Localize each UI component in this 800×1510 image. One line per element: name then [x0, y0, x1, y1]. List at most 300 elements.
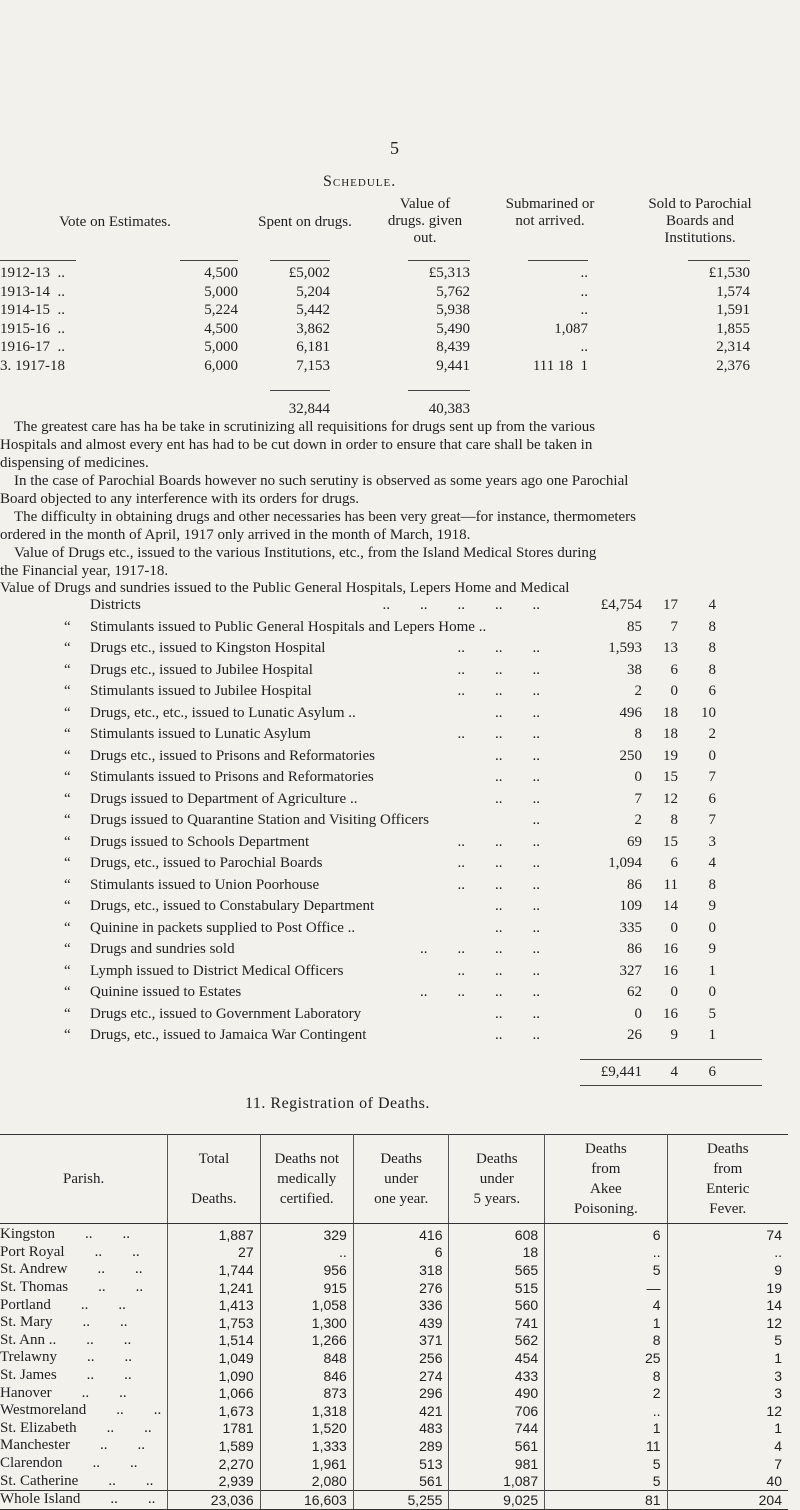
schedule-cell-sold: £1,530	[708, 265, 750, 281]
values-item-l: 8	[634, 726, 642, 742]
table-row	[0, 1314, 788, 1332]
values-item-mark: “	[64, 941, 71, 957]
header-value: Value of drugs. given out.	[387, 196, 463, 246]
parish-name: St. James .. ..	[0, 1367, 168, 1385]
deaths-cell: 873	[260, 1384, 353, 1402]
schedule-cell-year: 1914-15 ..	[0, 302, 65, 319]
deaths-cell: 276	[353, 1279, 449, 1297]
deaths-cell: 8	[545, 1367, 667, 1385]
parish-name: St. Catherine .. ..	[0, 1472, 168, 1490]
values-item-s: 6	[670, 855, 678, 871]
values-intro-text: Value of Drugs and sundries issued to the Public General Hospitals, Lepers Home and Medical	[0, 580, 570, 596]
values-item-d: 8	[708, 661, 716, 678]
parish-name: St. Thomas .. ..	[0, 1279, 168, 1297]
table-row	[0, 1455, 788, 1473]
deaths-cell: 5	[545, 1455, 667, 1473]
values-item-s: 16	[663, 1005, 678, 1022]
table-row	[0, 1437, 788, 1455]
values-item-text: Stimulants issued to Prisons and Reformatories	[90, 769, 374, 785]
schedule-cell-sold: 1,855	[716, 320, 750, 337]
deaths-cell: 5	[545, 1261, 667, 1279]
deaths-cell: 1,744	[168, 1261, 260, 1279]
table-row	[0, 1224, 788, 1244]
values-item-d: 7	[708, 769, 716, 785]
deaths-cell: 1,066	[168, 1384, 260, 1402]
underline	[270, 260, 330, 261]
table-row	[0, 1384, 788, 1402]
values-item-l: 38	[627, 661, 642, 678]
deaths-cell: 274	[353, 1367, 449, 1385]
schedule-cell-sub: 1,087	[554, 320, 588, 337]
values-item-d: 9	[708, 941, 716, 957]
paragraph-line: The difficulty in obtaining drugs and other necessaries has been very great—for instance, thermometers	[14, 509, 637, 525]
values-item-mark: “	[64, 919, 71, 936]
schedule-cell-value: 5,762	[436, 283, 470, 300]
schedule-cell-year: 1913-14 ..	[0, 283, 65, 300]
deaths-cell: 1,753	[168, 1314, 260, 1332]
table-row	[0, 1472, 788, 1490]
values-item-d: 5	[708, 1005, 716, 1022]
underline	[408, 390, 470, 391]
values-item-d: 2	[708, 726, 716, 742]
deaths-cell: 1	[774, 1420, 782, 1437]
table-row	[0, 1402, 788, 1420]
values-item-l: 0	[634, 1005, 642, 1022]
schedule-cell-spent: 7,153	[296, 358, 330, 374]
values-item-dots: .. ..	[495, 769, 540, 785]
deaths-cell: 1,318	[260, 1402, 353, 1420]
schedule-cell-sold: 2,376	[716, 358, 750, 374]
deaths-header: Deaths under 5 years.	[449, 1135, 545, 1224]
values-item	[0, 748, 800, 766]
parish-name: Hanover .. ..	[0, 1384, 168, 1402]
deaths-cell: 27	[168, 1244, 260, 1262]
values-item	[0, 812, 800, 830]
values-item-l: 85	[627, 618, 642, 635]
deaths-cell: 915	[260, 1279, 353, 1297]
values-item-text: Drugs etc., issued to Kingston Hospital	[90, 640, 326, 656]
deaths-cell: 11	[545, 1437, 667, 1455]
deaths-cell: 956	[260, 1261, 353, 1279]
values-item-mark: “	[64, 812, 71, 828]
paragraph-line: dispensing of medicines.	[0, 455, 149, 471]
values-item	[0, 791, 800, 809]
table-row	[0, 1367, 788, 1385]
deaths-cell: 16,603	[260, 1490, 353, 1509]
deaths-cell: 74	[766, 1226, 782, 1243]
schedule-cell-sub: ..	[580, 339, 588, 356]
table-row	[0, 1332, 788, 1350]
underline	[528, 260, 588, 261]
deaths-cell: 14	[766, 1297, 782, 1314]
schedule-title: Schedule.	[323, 173, 397, 190]
schedule-cell-value: 9,441	[436, 358, 470, 374]
parish-name: Manchester .. ..	[0, 1437, 168, 1455]
values-item	[0, 941, 800, 959]
values-item-d: 3	[708, 833, 716, 850]
schedule-cell-year: 1916-17 ..	[0, 339, 65, 356]
deaths-cell: 1,887	[168, 1224, 260, 1244]
deaths-cell: 1	[774, 1349, 782, 1366]
schedule-cell-spent: £5,002	[288, 265, 330, 281]
values-total-row	[0, 1064, 800, 1082]
deaths-cell: 81	[545, 1490, 667, 1509]
schedule-cell-value: 8,439	[436, 339, 470, 356]
deaths-cell: 433	[449, 1367, 545, 1385]
schedule-cell-vote: 4,500	[204, 265, 238, 281]
values-item-dots: .. .. ..	[457, 661, 540, 678]
deaths-cell: 565	[449, 1261, 545, 1279]
header-sold: Sold to Parochial Boards and Institutions.	[648, 196, 752, 246]
parish-name: Trelawny .. ..	[0, 1349, 168, 1367]
schedule-cell-value: 5,490	[436, 320, 470, 337]
values-item-dots: .. ..	[495, 704, 540, 721]
schedule-cell-sold: 1,574	[716, 283, 750, 300]
values-item-d: 4	[708, 855, 716, 871]
schedule-cell-sold: 2,314	[716, 339, 750, 356]
values-item-l: 1,593	[608, 640, 642, 656]
values-item-s: 19	[663, 747, 678, 764]
values-item-d: 6	[708, 790, 716, 807]
values-item-dots: .. ..	[495, 919, 540, 936]
table-row	[0, 1349, 788, 1367]
deaths-header: Deaths under one year.	[353, 1135, 449, 1224]
values-item-mark: “	[64, 898, 71, 914]
underline	[270, 390, 330, 391]
table-row	[0, 1296, 788, 1314]
deaths-header: Parish.	[0, 1135, 168, 1224]
values-item-dots: .. ..	[495, 1027, 540, 1043]
deaths-cell: 1,520	[260, 1420, 353, 1438]
deaths-cell: 1,058	[260, 1296, 353, 1314]
values-item-d: 8	[708, 618, 716, 635]
values-item-dots: .. .. ..	[457, 726, 540, 742]
body-paragraphs	[0, 418, 800, 580]
values-item-s: 18	[663, 704, 678, 721]
deaths-cell: 296	[353, 1384, 449, 1402]
values-item-mark: “	[64, 661, 71, 678]
deaths-cell: 981	[449, 1455, 545, 1473]
header-vote: Vote on Estimates.	[59, 214, 171, 230]
deaths-cell: 1,961	[260, 1455, 353, 1473]
deaths-header-row	[0, 1135, 788, 1224]
values-item-d: 1	[708, 962, 716, 979]
deaths-cell: 1,413	[168, 1296, 260, 1314]
paragraph-line: Board objected to any interference with its orders for drugs.	[0, 491, 360, 507]
values-intro	[0, 580, 800, 598]
parish-name: Clarendon .. ..	[0, 1455, 168, 1473]
deaths-cell: 1,300	[260, 1314, 353, 1332]
deaths-cell: 1,266	[260, 1332, 353, 1350]
deaths-header: Total Deaths.	[168, 1135, 260, 1224]
values-item	[0, 597, 800, 615]
values-item-mark: “	[64, 984, 71, 1000]
total-value: 40,383	[428, 401, 470, 417]
values-item-text: Stimulants issued to Public General Hospitals and Lepers Home ..	[90, 618, 487, 635]
deaths-cell: 1	[545, 1420, 667, 1438]
deaths-cell: 204	[667, 1490, 788, 1509]
values-item-l: 86	[627, 941, 642, 957]
parish-name: Kingston .. ..	[0, 1224, 168, 1244]
values-item-mark: “	[64, 855, 71, 871]
values-item-dots: .. .. ..	[457, 683, 540, 699]
underline	[580, 1059, 762, 1060]
values-item	[0, 1027, 800, 1045]
values-item	[0, 662, 800, 680]
values-item-dots: .. .. ..	[457, 855, 540, 871]
deaths-cell: 560	[449, 1296, 545, 1314]
values-item-s: 0	[670, 919, 678, 936]
values-item-dots: .. ..	[495, 790, 540, 807]
values-item-mark: “	[64, 769, 71, 785]
schedule-cell-spent: 6,181	[296, 339, 330, 356]
values-item	[0, 834, 800, 852]
values-item	[0, 920, 800, 938]
header-spent: Spent on drugs.	[258, 214, 352, 230]
deaths-cell: 6	[353, 1244, 449, 1262]
schedule-cell-sub: ..	[580, 302, 588, 319]
parish-name: St. Andrew .. ..	[0, 1261, 168, 1279]
values-item-s: 16	[663, 962, 678, 979]
underline	[688, 260, 750, 261]
values-item-d: 10	[701, 704, 716, 721]
deaths-cell: 371	[353, 1332, 449, 1350]
underline	[580, 1085, 762, 1086]
deaths-cell: 9	[774, 1261, 782, 1278]
deaths-cell: ..	[545, 1402, 667, 1420]
values-item-s: 8	[670, 812, 678, 828]
deaths-cell: 1,514	[168, 1332, 260, 1350]
values-item-l: 0	[634, 769, 642, 785]
deaths-cell: 439	[353, 1314, 449, 1332]
deaths-cell: 848	[260, 1349, 353, 1367]
table-row	[0, 1261, 788, 1279]
schedule-cell-vote: 4,500	[204, 320, 238, 337]
schedule-cell-vote: 5,000	[204, 283, 238, 300]
values-item-dots: .. .. .. ..	[420, 984, 540, 1000]
values-item-mark: “	[64, 640, 71, 656]
parish-name: Portland .. ..	[0, 1296, 168, 1314]
deaths-cell: 5	[545, 1472, 667, 1490]
deaths-cell: 561	[449, 1437, 545, 1455]
deaths-cell: 483	[353, 1420, 449, 1438]
values-item-dots: .. .. .. ..	[420, 941, 540, 957]
values-item-d: 0	[708, 984, 716, 1000]
schedule-cell-spent: 5,442	[296, 302, 330, 319]
parish-name: Whole Island .. ..	[0, 1490, 168, 1509]
values-item	[0, 898, 800, 916]
paragraph-line: ordered in the month of April, 1917 only arrived in the month of March, 1918.	[0, 527, 471, 543]
table-row	[0, 1420, 788, 1438]
values-item-l: 2	[634, 812, 642, 828]
deaths-cell: —	[545, 1279, 667, 1297]
deaths-cell: 19	[766, 1279, 782, 1296]
paragraph-line: Value of Drugs etc., issued to the various Institutions, etc., from the Island Medical Stores during	[14, 545, 597, 561]
values-total-pence: 6	[708, 1064, 716, 1080]
values-item-d: 8	[708, 876, 716, 893]
values-item-l: 335	[619, 919, 642, 936]
deaths-cell: 40	[766, 1473, 782, 1490]
values-item-text: Drugs issued to Schools Department	[90, 833, 310, 850]
deaths-cell: 416	[353, 1224, 449, 1244]
header-submarined: Submarined or not arrived.	[505, 196, 595, 229]
paragraph-line: In the case of Parochial Boards however no such serutiny is observed as some years ago one Parochial	[14, 473, 629, 489]
values-item-d: 4	[708, 597, 716, 613]
deaths-table	[0, 1134, 788, 1510]
schedule-cell-year: 1915-16 ..	[0, 320, 65, 337]
values-item-text: Drugs and sundries sold	[90, 941, 235, 957]
schedule-cell-sold: 1,591	[716, 302, 750, 319]
values-item-mark: “	[64, 747, 71, 764]
values-item-dots: .. .. ..	[457, 640, 540, 656]
paragraph-line: the Financial year, 1917-18.	[0, 563, 169, 579]
parish-name: Westmoreland .. ..	[0, 1402, 168, 1420]
values-item	[0, 726, 800, 744]
underline	[180, 260, 238, 261]
values-item-l: £4,754	[600, 597, 642, 613]
values-item-text: Stimulants issued to Jubilee Hospital	[90, 683, 312, 699]
values-item-text: Drugs, etc., issued to Parochial Boards	[90, 855, 323, 871]
values-item-d: 0	[708, 747, 716, 764]
values-item-s: 15	[663, 769, 678, 785]
deaths-cell: 741	[449, 1314, 545, 1332]
deaths-cell: 3	[774, 1367, 782, 1384]
deaths-cell: 289	[353, 1437, 449, 1455]
values-item-text: Stimulants issued to Lunatic Asylum	[90, 726, 311, 742]
deaths-cell: 12	[766, 1402, 782, 1419]
deaths-cell: 1,049	[168, 1349, 260, 1367]
values-item-s: 15	[663, 833, 678, 850]
values-item-text: Stimulants issued to Union Poorhouse	[90, 876, 320, 893]
values-item-l: 250	[619, 747, 642, 764]
deaths-cell: 12	[766, 1314, 782, 1331]
values-item-l: 86	[627, 876, 642, 893]
schedule-cell-value: £5,313	[428, 265, 470, 281]
values-item-mark: “	[64, 1027, 71, 1043]
parish-name: St. Ann .. .. ..	[0, 1332, 168, 1350]
deaths-cell: 1,087	[449, 1472, 545, 1490]
deaths-cell: 1,241	[168, 1279, 260, 1297]
underline	[408, 260, 470, 261]
deaths-cell: 2,270	[168, 1455, 260, 1473]
deaths-section-title: 11. Registration of Deaths.	[245, 1095, 430, 1112]
values-item	[0, 705, 800, 723]
deaths-cell: 23,036	[168, 1490, 260, 1509]
values-item-text: Drugs etc., issued to Prisons and Reformatories	[90, 747, 375, 764]
deaths-cell: 1,333	[260, 1437, 353, 1455]
schedule-cell-value: 5,938	[436, 302, 470, 319]
deaths-cell: 1,589	[168, 1437, 260, 1455]
values-item-l: 26	[627, 1027, 642, 1043]
values-item-mark: “	[64, 618, 71, 635]
values-item-s: 13	[663, 640, 678, 656]
values-item-l: 62	[627, 984, 642, 1000]
deaths-cell: 1781	[168, 1420, 260, 1438]
schedule-cell-year: 1912-13 ..	[0, 265, 65, 281]
values-item-dots: .. .. ..	[457, 833, 540, 850]
deaths-cell: 561	[353, 1472, 449, 1490]
values-item-s: 16	[663, 941, 678, 957]
values-item-d: 0	[708, 919, 716, 936]
deaths-header: Deaths from Akee Poisoning.	[545, 1135, 667, 1224]
page-number: 5	[390, 138, 399, 158]
total-spent: 32,844	[288, 401, 330, 417]
values-item-mark: “	[64, 1005, 71, 1022]
deaths-cell: 4	[774, 1437, 782, 1454]
paragraph-line: The greatest care has ha be take in scrutinizing all requisitions for drugs sent up from the various	[14, 419, 596, 435]
values-item-l: 327	[619, 962, 642, 979]
values-item-text: Drugs etc., issued to Government Laboratory	[90, 1005, 362, 1022]
table-row	[0, 1490, 788, 1509]
parish-name: Port Royal .. ..	[0, 1244, 168, 1262]
values-item-mark: “	[64, 726, 71, 742]
values-item-s: 14	[663, 898, 678, 914]
deaths-cell: 6	[545, 1224, 667, 1244]
deaths-cell: 5	[774, 1332, 782, 1349]
values-item-l: 2	[634, 683, 642, 699]
deaths-cell: 846	[260, 1367, 353, 1385]
table-row	[0, 1279, 788, 1297]
values-total-pounds: £9,441	[600, 1064, 642, 1080]
deaths-cell: 513	[353, 1455, 449, 1473]
deaths-cell: 562	[449, 1332, 545, 1350]
values-item-mark: “	[64, 790, 71, 807]
values-item-s: 7	[670, 618, 678, 635]
values-item-dots: .. .. ..	[457, 876, 540, 893]
schedule-cell-sub: 111 18 1	[532, 358, 588, 374]
values-item-dots: .. .. ..	[457, 962, 540, 979]
values-item-dots: .. .. .. .. ..	[382, 597, 540, 613]
deaths-cell: 706	[449, 1402, 545, 1420]
deaths-cell: 1,673	[168, 1402, 260, 1420]
values-item	[0, 877, 800, 895]
values-item-mark: “	[64, 962, 71, 979]
values-item	[0, 769, 800, 787]
values-item-l: 496	[619, 704, 642, 721]
deaths-cell: ..	[545, 1244, 667, 1262]
values-item-mark: “	[64, 876, 71, 893]
values-item-l: 1,094	[608, 855, 642, 871]
values-item-s: 12	[663, 790, 678, 807]
deaths-cell: 7	[774, 1455, 782, 1472]
values-item	[0, 640, 800, 658]
schedule-cell-sub: ..	[580, 283, 588, 300]
deaths-cell: ..	[774, 1244, 782, 1261]
values-item-text: Lymph issued to District Medical Officers	[90, 962, 344, 979]
deaths-cell: 318	[353, 1261, 449, 1279]
values-total-shillings: 4	[670, 1064, 678, 1080]
values-item-text: Drugs, etc., issued to Jamaica War Contingent	[90, 1027, 367, 1043]
deaths-cell: 515	[449, 1279, 545, 1297]
schedule-cell-vote: 6,000	[204, 358, 238, 374]
schedule-cell-vote: 5,000	[204, 339, 238, 356]
deaths-cell: 336	[353, 1296, 449, 1314]
deaths-cell: 18	[449, 1244, 545, 1262]
deaths-cell: 8	[545, 1332, 667, 1350]
values-item-s: 0	[670, 683, 678, 699]
deaths-cell: 490	[449, 1384, 545, 1402]
values-item-mark: “	[64, 704, 71, 721]
deaths-cell: 454	[449, 1349, 545, 1367]
values-item	[0, 963, 800, 981]
values-item-l: 109	[619, 898, 642, 914]
deaths-cell: 421	[353, 1402, 449, 1420]
values-item-text: Drugs etc., issued to Jubilee Hospital	[90, 661, 313, 678]
deaths-body	[0, 1224, 788, 1510]
values-item-text: Drugs issued to Quarantine Station and Visiting Officers	[90, 812, 429, 828]
values-item-dots: .. ..	[495, 898, 540, 914]
values-item-l: 69	[627, 833, 642, 850]
